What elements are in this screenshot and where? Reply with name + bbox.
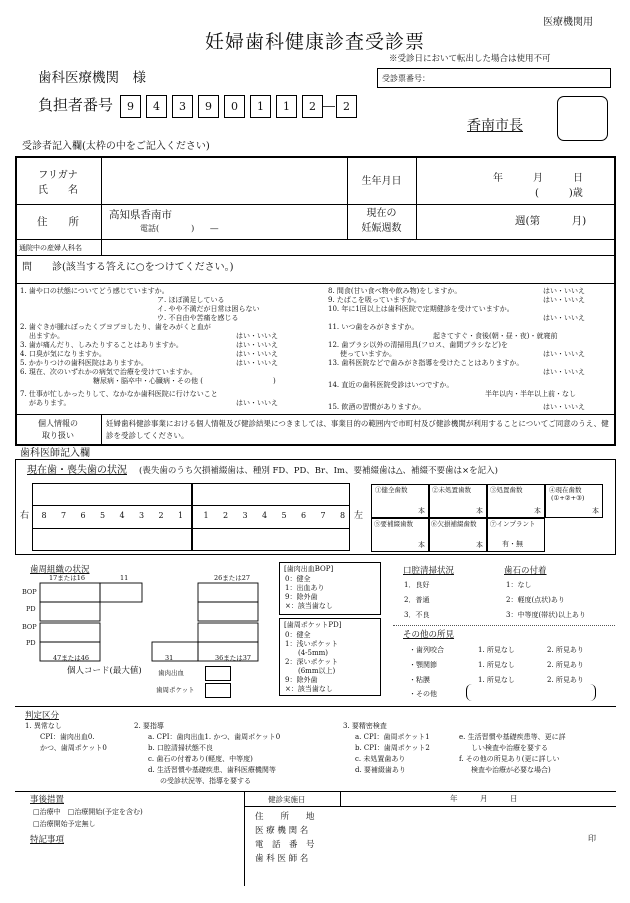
q6-options[interactable]: 糖尿病・脳卒中・心臓病・その他 ( ) xyxy=(93,377,276,385)
implant-label: ⑦インプラント xyxy=(490,520,536,528)
q7-answer[interactable]: はい・いいえ xyxy=(236,399,278,407)
bop-x: ×：該当歯なし xyxy=(285,602,333,610)
clinic-phone-label: 電 話 番 号 xyxy=(255,840,315,850)
hygiene-heading: 口腔清掃状況 xyxy=(403,566,455,576)
tooth-number-right: 6 xyxy=(80,511,86,520)
unit-2: 本 xyxy=(476,507,483,515)
address-label: 住 所 xyxy=(37,216,79,228)
other-bracket[interactable] xyxy=(466,684,596,701)
q5-answer[interactable]: はい・いいえ xyxy=(236,359,278,367)
q2: 2. 歯ぐきが腫れぼったくブヨブヨしたり、歯をみがくと血が xyxy=(20,323,211,331)
untreated-label: ②未処置歯数 xyxy=(432,486,471,494)
finding-other: ・その他 xyxy=(409,690,437,698)
pd-0: 0：健全 xyxy=(285,631,311,639)
birthdate-label: 生年月日 xyxy=(361,176,402,187)
form-type-label: 医療機関用 xyxy=(543,17,593,28)
pd-legend-title: [歯周ポケットPD] xyxy=(284,621,342,629)
mayor: 香南市長 xyxy=(467,118,523,134)
judge-3[interactable]: 3. 要精密検査 xyxy=(343,722,387,730)
tooth-number-right: 5 xyxy=(99,511,106,520)
payer-digit: 4 xyxy=(146,95,167,118)
pocket-label: 歯周ポケット xyxy=(156,686,195,694)
calculus-1[interactable]: 1：なし xyxy=(506,581,532,589)
calculus-heading: 歯石の付着 xyxy=(504,566,547,576)
judge-3-b[interactable]: b. CPI：歯周ポケット2 xyxy=(355,744,430,752)
q2b: 出ますか。 xyxy=(29,332,64,340)
q12-answer[interactable]: はい・いいえ xyxy=(543,350,585,358)
q13: 13. 歯科医院などで歯みがき指導を受けたことはありますか。 xyxy=(328,359,524,367)
q6: 6. 現在、次のいずれかの病気で治療を受けていますか。 xyxy=(20,368,197,376)
tooth-31: 31 xyxy=(165,654,174,662)
mucosa-none[interactable]: 1. 所見なし xyxy=(478,676,515,684)
unit-5: 本 xyxy=(418,541,425,549)
bop-9: 9：除外歯 xyxy=(285,593,318,601)
mucosa-yes[interactable]: 2. 所見あり xyxy=(547,676,584,684)
bop-upper: BOP xyxy=(22,588,37,596)
follow-up-none[interactable]: □治療開始予定無し xyxy=(33,820,96,828)
q15: 15. 飲酒の習慣がありますか。 xyxy=(328,403,426,411)
obstetrics-field[interactable] xyxy=(104,241,614,254)
payer-digit: 0 xyxy=(224,95,245,118)
tmj-yes[interactable]: 2. 所見あり xyxy=(547,661,584,669)
payer-digit: 1 xyxy=(276,95,297,118)
pd-2: 2：深いポケット xyxy=(285,658,339,666)
questionnaire-heading: 問 診(該当する答えに○をつけてください。) xyxy=(22,262,234,273)
tooth-number-right: 8 xyxy=(41,511,47,520)
judge-1-a: CPI：歯肉出血0. xyxy=(40,733,95,741)
tooth-number-left: 8 xyxy=(339,511,346,520)
payer-digit: 2 xyxy=(336,95,357,118)
q15-answer[interactable]: はい・いいえ xyxy=(543,403,585,411)
remarks-field[interactable] xyxy=(20,848,240,884)
payer-digit: 1 xyxy=(250,95,271,118)
prosthesis-needed-label: ⑤要補綴歯数 xyxy=(374,520,413,528)
exam-date-label: 健診実施日 xyxy=(268,795,306,804)
privacy-label-1: 個人情報の xyxy=(38,419,78,428)
tooth-number-right: 2 xyxy=(158,511,164,520)
right-side-label: 右 xyxy=(20,511,30,521)
unit-4: 本 xyxy=(592,507,599,515)
dentist-section-heading: 歯科医師記入欄 xyxy=(20,448,90,459)
q7: 7. 仕事が忙しかったりして、なかなか歯科医院に行けないこと xyxy=(20,390,218,398)
payer-number-label: 負担者番号 xyxy=(38,96,114,114)
judge-2[interactable]: 2. 要指導 xyxy=(134,722,164,730)
occlusion-yes[interactable]: 2. 所見あり xyxy=(547,646,584,654)
privacy-text: 妊婦歯科健診事業における個人情報及び健診結果につきましては、事業目的の範囲内で市町村及び健診機関が利用することについてご同意のうえ、健診を受診してください。 xyxy=(106,419,609,440)
age-field[interactable]: ( )歳 xyxy=(535,188,583,199)
unit-6: 本 xyxy=(476,541,483,549)
judge-3-a[interactable]: a. CPI：歯周ポケット1 xyxy=(355,733,430,741)
tooth-26-27: 26または27 xyxy=(214,574,251,582)
q3-answer[interactable]: はい・いいえ xyxy=(236,341,278,349)
pd-lower: PD xyxy=(26,639,36,647)
q10-answer[interactable]: はい・いいえ xyxy=(543,314,585,322)
finding-occlusion: ・歯列咬合 xyxy=(409,646,444,654)
tmj-none[interactable]: 1. 所見なし xyxy=(478,661,515,669)
address-field[interactable]: 高知県香南市 xyxy=(109,209,172,221)
judge-3-e2: しい検査や治療を要する xyxy=(471,744,548,752)
q8: 8. 間食(甘い食べ物や飲み物)をしますか。 xyxy=(328,287,462,295)
bop-0: 0：健全 xyxy=(285,575,311,583)
judge-3-c[interactable]: c. 未処置歯あり xyxy=(355,755,406,763)
pd-upper: PD xyxy=(26,605,36,613)
addressee: 歯科医療機関 様 xyxy=(38,70,146,86)
tooth-number-right: 7 xyxy=(60,511,67,520)
implant-choice[interactable]: 有・無 xyxy=(502,540,523,548)
hygiene-2[interactable]: 2．普通 xyxy=(404,596,430,604)
seal-box xyxy=(557,96,608,141)
pd-9: 9：除外歯 xyxy=(285,676,318,684)
q12b: 使っていますか。 xyxy=(340,350,396,358)
q4-answer[interactable]: はい・いいえ xyxy=(236,350,278,358)
judgment-heading: 判定区分 xyxy=(25,711,60,721)
pd-x: ×：該当歯なし xyxy=(285,685,333,693)
q10: 10. 年に1回以上は歯科医院で定期健診を受けていますか。 xyxy=(328,305,514,313)
tooth-number-right: 4 xyxy=(119,511,125,520)
unit-3: 本 xyxy=(534,507,541,515)
hygiene-3[interactable]: 3．不良 xyxy=(404,611,430,619)
bleeding-code[interactable] xyxy=(205,666,231,681)
gestation-label-2: 妊娠週数 xyxy=(361,223,402,234)
unit-1: 本 xyxy=(418,507,425,515)
q12: 12. 歯ブラシ以外の清掃用具(フロス、歯間ブラシなど)を xyxy=(328,341,509,349)
sound-label: ①健全歯数 xyxy=(375,486,408,494)
transfer-notice: ※受診日において転出した場合は使用不可 xyxy=(389,54,551,64)
tooth-number-left: 6 xyxy=(300,511,307,520)
tooth-number-right: 1 xyxy=(177,511,184,520)
finding-mucosa: ・粘膜 xyxy=(409,676,430,684)
tooth-number-left: 2 xyxy=(222,511,229,520)
q14: 14. 直近の歯科医院受診はいつですか。 xyxy=(328,381,454,389)
name-label: 氏 名 xyxy=(38,185,78,196)
bleeding-label: 歯肉出血 xyxy=(158,669,184,677)
judge-3-f2: 検査や治療が必要な場合) xyxy=(471,766,551,774)
tooth-36-37: 36または37 xyxy=(215,654,252,662)
q3: 3. 歯が痛んだり、しみたりすることはありますか。 xyxy=(20,341,183,349)
other-findings-heading: その他の所見 xyxy=(403,630,455,640)
periodontal-chart[interactable] xyxy=(18,573,280,683)
q9: 9. たばこを吸っていますか。 xyxy=(328,296,421,304)
pd-2-range: (6mm以上) xyxy=(298,667,336,675)
payer-number-dash: ― xyxy=(323,99,335,113)
tooth-number-left: 3 xyxy=(242,511,248,520)
bop-legend-title: [歯肉出血BOP] xyxy=(284,565,334,573)
pocket-code[interactable] xyxy=(205,683,231,698)
clinic-name-label: 医 療 機 関 名 xyxy=(255,826,309,836)
judge-2-d[interactable]: d. 生活習慣や基礎疾患、歯科医療機関等 xyxy=(148,766,276,774)
tooth-number-right: 3 xyxy=(138,511,145,520)
obstetrics-label: 通院中の産婦人科名 xyxy=(19,244,82,252)
payer-digit: 9 xyxy=(120,95,141,118)
prosthesis-done-label: ⑥欠損補綴歯数 xyxy=(431,520,477,528)
clinic-address-label: 住 所 地 xyxy=(255,812,315,822)
exam-date-field[interactable]: 年 月 日 xyxy=(450,794,518,803)
privacy-label-2: 取り扱い xyxy=(42,431,74,440)
name-field[interactable] xyxy=(104,160,344,200)
q1-b[interactable]: イ. やや不満だが日常は困らない xyxy=(157,305,260,313)
judge-3-d[interactable]: d. 要補綴歯あり xyxy=(355,766,406,774)
q5: 5. かかりつけの歯科医院はありますか。 xyxy=(20,359,148,367)
q1-a[interactable]: ア. ほぼ満足している xyxy=(157,296,225,304)
bop-1: 1：出血あり xyxy=(285,584,325,592)
payer-digit: 9 xyxy=(198,95,219,118)
periodontal-heading: 歯周組織の状況 xyxy=(30,565,90,575)
personal-code-label: 個人コード(最大値) xyxy=(67,666,142,676)
form-title: 妊婦歯科健康診査受診票 xyxy=(204,31,425,53)
birthdate-field[interactable]: 年 月 日 xyxy=(493,173,583,184)
q11: 11. いつ歯をみがきますか。 xyxy=(328,323,419,331)
finding-tmj: ・顎関節 xyxy=(409,661,437,669)
judge-2-b[interactable]: b. 口腔清掃状態不良 xyxy=(148,744,213,752)
tooth-number-left: 4 xyxy=(261,511,268,520)
treated-label: ③処置歯数 xyxy=(490,486,523,494)
voucher-number-label: 受診票番号： xyxy=(382,74,430,83)
pd-1: 1：浅いポケット xyxy=(285,640,339,648)
q11-options[interactable]: 起きてすぐ・食後(朝・昼・夜)・就寝前 xyxy=(433,332,558,340)
q7b: があります。 xyxy=(29,399,71,407)
present-label: ④現在歯数 xyxy=(549,486,582,494)
judge-3-f[interactable]: f. その他の所見あり(更に詳しい xyxy=(459,755,560,763)
q14-options[interactable]: 半年以内・半年以上前・なし xyxy=(485,390,576,398)
q1: 1. 歯や口の状態についてどう感じていますか。 xyxy=(20,287,169,295)
judge-3-e[interactable]: e. 生活習慣や基礎疾患等、更に詳 xyxy=(459,733,566,741)
judge-1-b: かつ、歯周ポケット0 xyxy=(40,744,107,752)
occlusion-none[interactable]: 1. 所見なし xyxy=(478,646,515,654)
furigana-label: フリガナ xyxy=(38,170,78,181)
tooth-number-left: 7 xyxy=(320,511,326,520)
calculus-3[interactable]: 3：中等度(帯状)以上あり xyxy=(506,611,586,619)
payer-digit: 2 xyxy=(302,95,323,118)
dentist-name-label: 歯 科 医 師 名 xyxy=(255,854,309,864)
tooth-number-left: 1 xyxy=(203,511,209,520)
phone-field[interactable]: 電話( ) ― xyxy=(140,224,219,233)
q9-answer[interactable]: はい・いいえ xyxy=(543,296,585,304)
gestation-label-1: 現在の xyxy=(366,208,397,219)
calculus-2[interactable]: 2：軽度(点状)あり xyxy=(506,596,565,604)
tooth-17-16: 17または16 xyxy=(49,574,86,582)
judge-2-a[interactable]: a. CPI：歯肉出血1. かつ、歯周ポケット0 xyxy=(148,733,281,741)
present-formula: (①+②+③) xyxy=(551,494,585,502)
tooth-status-heading: 現在歯・喪失歯の状況 xyxy=(27,465,127,476)
tooth-11: 11 xyxy=(120,574,129,582)
left-side-label: 左 xyxy=(354,511,364,521)
follow-up-options[interactable]: □治療中 □治療開始(予定を含む) xyxy=(33,808,143,816)
gestation-field[interactable]: 週(第 月) xyxy=(515,215,587,227)
q4: 4. 口臭が気になりますか。 xyxy=(20,350,106,358)
tooth-status-note: (喪失歯のうち欠損補綴歯は、種別 FD、PD、Br、Im、要補綴歯は△、補綴不要歯は×を記入) xyxy=(139,466,498,476)
q8-answer[interactable]: はい・いいえ xyxy=(543,287,585,295)
judge-1[interactable]: 1. 異常なし xyxy=(25,722,62,730)
judge-2-c[interactable]: c. 歯石の付着あり(軽度、中等度) xyxy=(148,755,253,763)
q2-answer[interactable]: はい・いいえ xyxy=(236,332,278,340)
tooth-number-left: 5 xyxy=(281,511,287,520)
seal-mark: 印 xyxy=(588,834,596,843)
judge-2-d2: の受診状況等、指導を要する xyxy=(160,777,251,785)
follow-up-heading: 事後措置 xyxy=(30,795,65,805)
remarks-heading: 特記事項 xyxy=(30,835,65,845)
q1-c[interactable]: ウ. 不自由や苦痛を感じる xyxy=(157,314,239,322)
tooth-47-46: 47または46 xyxy=(53,654,90,662)
q13-answer[interactable]: はい・いいえ xyxy=(543,368,585,376)
pd-1-range: (4-5mm) xyxy=(298,649,329,657)
patient-section-heading: 受診者記入欄(太枠の中をご記入ください) xyxy=(22,141,210,152)
payer-digit: 3 xyxy=(172,95,193,118)
hygiene-1[interactable]: 1．良好 xyxy=(404,581,430,589)
bop-lower: BOP xyxy=(22,623,37,631)
